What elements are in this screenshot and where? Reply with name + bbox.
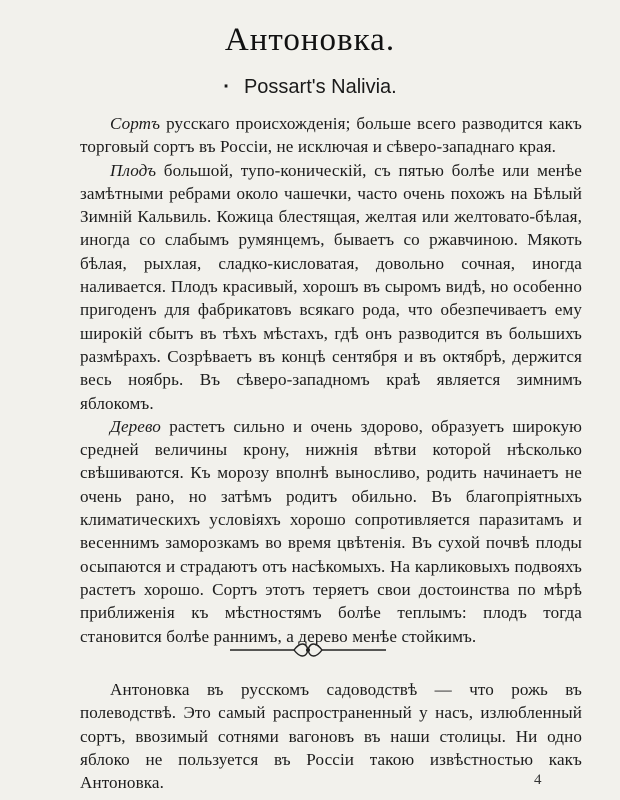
paragraph-origin xyxy=(80,112,582,159)
paragraph-fruit xyxy=(80,159,582,415)
description-body xyxy=(80,112,582,648)
paragraph-lead: Сортъ xyxy=(110,114,161,133)
page-subtitle xyxy=(0,76,620,99)
subtitle-text: Possart's Nalivia. xyxy=(243,76,397,98)
page-title: Антоновка. xyxy=(224,22,396,58)
closing-body xyxy=(80,678,582,794)
paragraph-lead: Дерево xyxy=(110,416,161,436)
page-number: 4 xyxy=(534,772,542,788)
paragraph-tree xyxy=(80,415,582,648)
decorative-rule-icon xyxy=(228,640,388,660)
bullet-icon: · xyxy=(223,76,230,98)
paragraph-text: большой, тупо-коническій, съ пятью болѣе или менѣе замѣтными ребрами около чашечки, часто очень похожъ на Бѣлый Зимній Кальвиль. Кожица блестящая, желтая или желтовато-бѣлая, иногда со слабымъ румянцемъ, бываетъ со ржавчиною. Мякоть бѣлая, рыхлая, сладко-кисловатая, довольно сочная, иногда наливается. Плодъ красивый, хорошъ въ сыромъ видѣ, но особенно пригоденъ для фабрикатовъ всякаго рода, что обезпечиваетъ ему широкій сбытъ въ тѣхъ мѣстахъ, гдѣ онъ разводится въ большихъ размѣрахъ. Созрѣваетъ въ концѣ сентября и въ октябрѣ, держится весь ноябрь. Въ сѣверо-западномъ краѣ является зимнимъ яблокомъ. xyxy=(80,160,582,413)
paragraph-text: русскаго происхожденія; больше всего разводится какъ торговый сортъ въ Россіи, не исключая и сѣверо-западнаго края. xyxy=(80,114,582,157)
paragraph-lead: Плодъ xyxy=(110,160,157,180)
paragraph-text: растетъ сильно и очень здорово, образуетъ широкую средней величины крону, нижнія вѣтви которой нѣсколько свѣшиваются. Къ морозу вполнѣ выносливо, родить начинаетъ не очень рано, но затѣмъ родитъ обильно. Въ благопріятныхъ климатическихъ условіяхъ хорошо сопротивляется паразитамъ и весеннимъ заморозкамъ во время цвѣтенія. Въ сухой почвѣ плоды осыпаются и страдаютъ отъ насѣкомыхъ. На карликовыхъ подвояхъ растетъ хорошо. Сортъ этотъ теряетъ свои достоинства по мѣрѣ приближенія къ мѣстностямъ болѣе теплымъ: плодъ тогда становится болѣе раннимъ, а дерево менѣе стойкимъ. xyxy=(80,416,582,646)
paragraph-closing: Антоновка въ русскомъ садоводствѣ — что рожь въ полеводствѣ. Это самый распространенный у насъ, излюбленный сортъ, ввозимый сотнями вагоновъ въ наши столицы. Ни одно яблоко не пользуется въ Россіи такою извѣстностью какъ Антоновка. xyxy=(80,680,582,793)
